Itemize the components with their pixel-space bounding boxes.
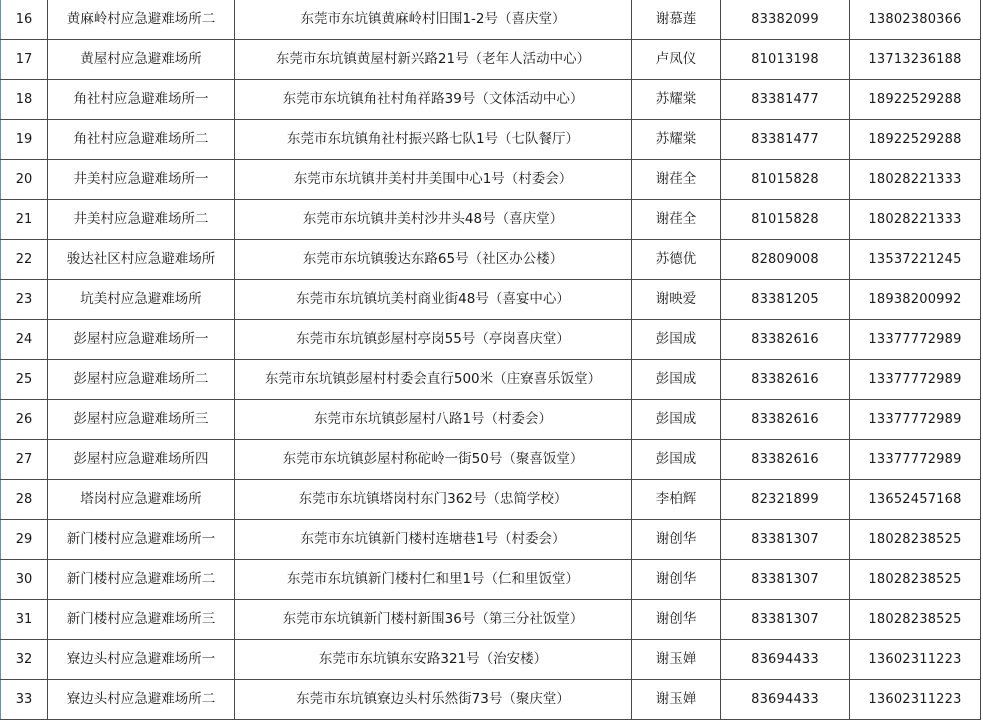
row-number-cell: 26 — [1, 400, 48, 440]
contact-person-cell: 彭国成 — [632, 320, 721, 360]
shelter-address-cell: 东莞市东坑镇角社村振兴路七队1号（七队餐厅） — [235, 120, 632, 160]
contact-person-cell: 李柏辉 — [632, 480, 721, 520]
mobile-phone-cell: 13652457168 — [850, 480, 981, 520]
contact-person-cell: 彭国成 — [632, 440, 721, 480]
row-number-cell: 21 — [1, 200, 48, 240]
contact-person-cell: 苏耀棠 — [632, 80, 721, 120]
landline-phone-cell: 83381477 — [721, 80, 850, 120]
shelter-name-cell: 塔岗村应急避难场所 — [48, 480, 235, 520]
table-row — [1, 360, 981, 400]
shelter-name-cell: 井美村应急避难场所一 — [48, 160, 235, 200]
table-row — [1, 440, 981, 480]
landline-phone-cell: 83694433 — [721, 680, 850, 720]
contact-person-cell: 谢创华 — [632, 600, 721, 640]
row-number-cell: 19 — [1, 120, 48, 160]
contact-person-cell: 谢荏全 — [632, 200, 721, 240]
shelter-name-cell: 彭屋村应急避难场所三 — [48, 400, 235, 440]
shelter-address-cell: 东莞市东坑镇角社村角祥路39号（文体活动中心） — [235, 80, 632, 120]
shelter-name-cell: 骏达社区村应急避难场所 — [48, 240, 235, 280]
shelter-address-cell: 东莞市东坑镇井美村井美围中心1号（村委会） — [235, 160, 632, 200]
mobile-phone-cell: 18028238525 — [850, 520, 981, 560]
mobile-phone-cell: 13713236188 — [850, 40, 981, 80]
shelter-name-cell: 彭屋村应急避难场所一 — [48, 320, 235, 360]
shelter-address-cell: 东莞市东坑镇井美村沙井头48号（喜庆堂） — [235, 200, 632, 240]
landline-phone-cell: 83381307 — [721, 600, 850, 640]
table-row — [1, 40, 981, 80]
row-number-cell: 28 — [1, 480, 48, 520]
contact-person-cell: 谢创华 — [632, 560, 721, 600]
landline-phone-cell: 83381307 — [721, 560, 850, 600]
table-row — [1, 480, 981, 520]
shelter-address-cell: 东莞市东坑镇彭屋村八路1号（村委会） — [235, 400, 632, 440]
landline-phone-cell: 83382616 — [721, 360, 850, 400]
mobile-phone-cell: 18028238525 — [850, 560, 981, 600]
row-number-cell: 23 — [1, 280, 48, 320]
row-number-cell: 22 — [1, 240, 48, 280]
shelter-name-cell: 井美村应急避难场所二 — [48, 200, 235, 240]
shelter-name-cell: 寮边头村应急避难场所二 — [48, 680, 235, 720]
row-number-cell: 32 — [1, 640, 48, 680]
landline-phone-cell: 83694433 — [721, 640, 850, 680]
mobile-phone-cell: 13377772989 — [850, 320, 981, 360]
shelter-address-cell: 东莞市东坑镇塔岗村东门362号（忠简学校） — [235, 480, 632, 520]
mobile-phone-cell: 13377772989 — [850, 400, 981, 440]
mobile-phone-cell: 18028221333 — [850, 160, 981, 200]
shelter-table-body — [1, 0, 981, 720]
landline-phone-cell: 83382616 — [721, 320, 850, 360]
mobile-phone-cell: 13377772989 — [850, 440, 981, 480]
row-number-cell: 24 — [1, 320, 48, 360]
row-number-cell: 17 — [1, 40, 48, 80]
mobile-phone-cell: 13377772989 — [850, 360, 981, 400]
contact-person-cell: 卢凤仪 — [632, 40, 721, 80]
contact-person-cell: 彭国成 — [632, 360, 721, 400]
table-row — [1, 280, 981, 320]
contact-person-cell: 谢玉婵 — [632, 680, 721, 720]
row-number-cell: 27 — [1, 440, 48, 480]
table-row — [1, 160, 981, 200]
shelter-address-cell: 东莞市东坑镇东安路321号（治安楼） — [235, 640, 632, 680]
shelter-name-cell: 新门楼村应急避难场所二 — [48, 560, 235, 600]
shelter-address-cell: 东莞市东坑镇彭屋村称砣岭一街50号（聚喜饭堂） — [235, 440, 632, 480]
landline-phone-cell: 83382099 — [721, 0, 850, 40]
landline-phone-cell: 82321899 — [721, 480, 850, 520]
row-number-cell: 25 — [1, 360, 48, 400]
mobile-phone-cell: 18938200992 — [850, 280, 981, 320]
mobile-phone-cell: 13802380366 — [850, 0, 981, 40]
mobile-phone-cell: 13537221245 — [850, 240, 981, 280]
landline-phone-cell: 83381205 — [721, 280, 850, 320]
shelter-name-cell: 黄麻岭村应急避难场所二 — [48, 0, 235, 40]
landline-phone-cell: 83381307 — [721, 520, 850, 560]
table-row — [1, 680, 981, 720]
shelter-address-cell: 东莞市东坑镇黄屋村新兴路21号（老年人活动中心） — [235, 40, 632, 80]
shelter-address-cell: 东莞市东坑镇黄麻岭村旧围1-2号（喜庆堂） — [235, 0, 632, 40]
shelter-name-cell: 角社村应急避难场所一 — [48, 80, 235, 120]
shelter-name-cell: 坑美村应急避难场所 — [48, 280, 235, 320]
mobile-phone-cell: 18028221333 — [850, 200, 981, 240]
contact-person-cell: 谢荏全 — [632, 160, 721, 200]
row-number-cell: 30 — [1, 560, 48, 600]
table-row — [1, 200, 981, 240]
shelter-name-cell: 彭屋村应急避难场所二 — [48, 360, 235, 400]
table-row — [1, 520, 981, 560]
shelter-address-cell: 东莞市东坑镇新门楼村连塘巷1号（村委会） — [235, 520, 632, 560]
table-row — [1, 0, 981, 40]
table-row — [1, 120, 981, 160]
contact-person-cell: 苏耀棠 — [632, 120, 721, 160]
mobile-phone-cell: 18922529288 — [850, 80, 981, 120]
landline-phone-cell: 81015828 — [721, 160, 850, 200]
shelter-name-cell: 新门楼村应急避难场所三 — [48, 600, 235, 640]
mobile-phone-cell: 13602311223 — [850, 640, 981, 680]
contact-person-cell: 彭国成 — [632, 400, 721, 440]
table-row — [1, 80, 981, 120]
shelter-name-cell: 新门楼村应急避难场所一 — [48, 520, 235, 560]
row-number-cell: 20 — [1, 160, 48, 200]
shelter-address-cell: 东莞市东坑镇新门楼村仁和里1号（仁和里饭堂） — [235, 560, 632, 600]
landline-phone-cell: 82809008 — [721, 240, 850, 280]
table-row — [1, 400, 981, 440]
table-row — [1, 560, 981, 600]
shelter-name-cell: 角社村应急避难场所二 — [48, 120, 235, 160]
shelter-address-cell: 东莞市东坑镇彭屋村亭岗55号（亭岗喜庆堂） — [235, 320, 632, 360]
table-row — [1, 240, 981, 280]
shelter-name-cell: 黄屋村应急避难场所 — [48, 40, 235, 80]
contact-person-cell: 苏德优 — [632, 240, 721, 280]
mobile-phone-cell: 18028238525 — [850, 600, 981, 640]
landline-phone-cell: 83382616 — [721, 440, 850, 480]
landline-phone-cell: 83382616 — [721, 400, 850, 440]
contact-person-cell: 谢慕莲 — [632, 0, 721, 40]
contact-person-cell: 谢创华 — [632, 520, 721, 560]
table-row — [1, 600, 981, 640]
landline-phone-cell: 83381477 — [721, 120, 850, 160]
shelter-address-cell: 东莞市东坑镇坑美村商业街48号（喜宴中心） — [235, 280, 632, 320]
row-number-cell: 29 — [1, 520, 48, 560]
shelter-address-cell: 东莞市东坑镇骏达东路65号（社区办公楼） — [235, 240, 632, 280]
shelter-name-cell: 彭屋村应急避难场所四 — [48, 440, 235, 480]
table-row — [1, 640, 981, 680]
landline-phone-cell: 81015828 — [721, 200, 850, 240]
landline-phone-cell: 81013198 — [721, 40, 850, 80]
mobile-phone-cell: 18922529288 — [850, 120, 981, 160]
shelter-address-cell: 东莞市东坑镇新门楼村新围36号（第三分社饭堂） — [235, 600, 632, 640]
shelter-address-cell: 东莞市东坑镇彭屋村村委会直行500米（庄寮喜乐饭堂） — [235, 360, 632, 400]
contact-person-cell: 谢映爱 — [632, 280, 721, 320]
contact-person-cell: 谢玉婵 — [632, 640, 721, 680]
row-number-cell: 31 — [1, 600, 48, 640]
table-row — [1, 320, 981, 360]
mobile-phone-cell: 13602311223 — [850, 680, 981, 720]
row-number-cell: 16 — [1, 0, 48, 40]
shelter-address-cell: 东莞市东坑镇寮边头村乐然街73号（聚庆堂） — [235, 680, 632, 720]
shelter-name-cell: 寮边头村应急避难场所一 — [48, 640, 235, 680]
row-number-cell: 33 — [1, 680, 48, 720]
row-number-cell: 18 — [1, 80, 48, 120]
